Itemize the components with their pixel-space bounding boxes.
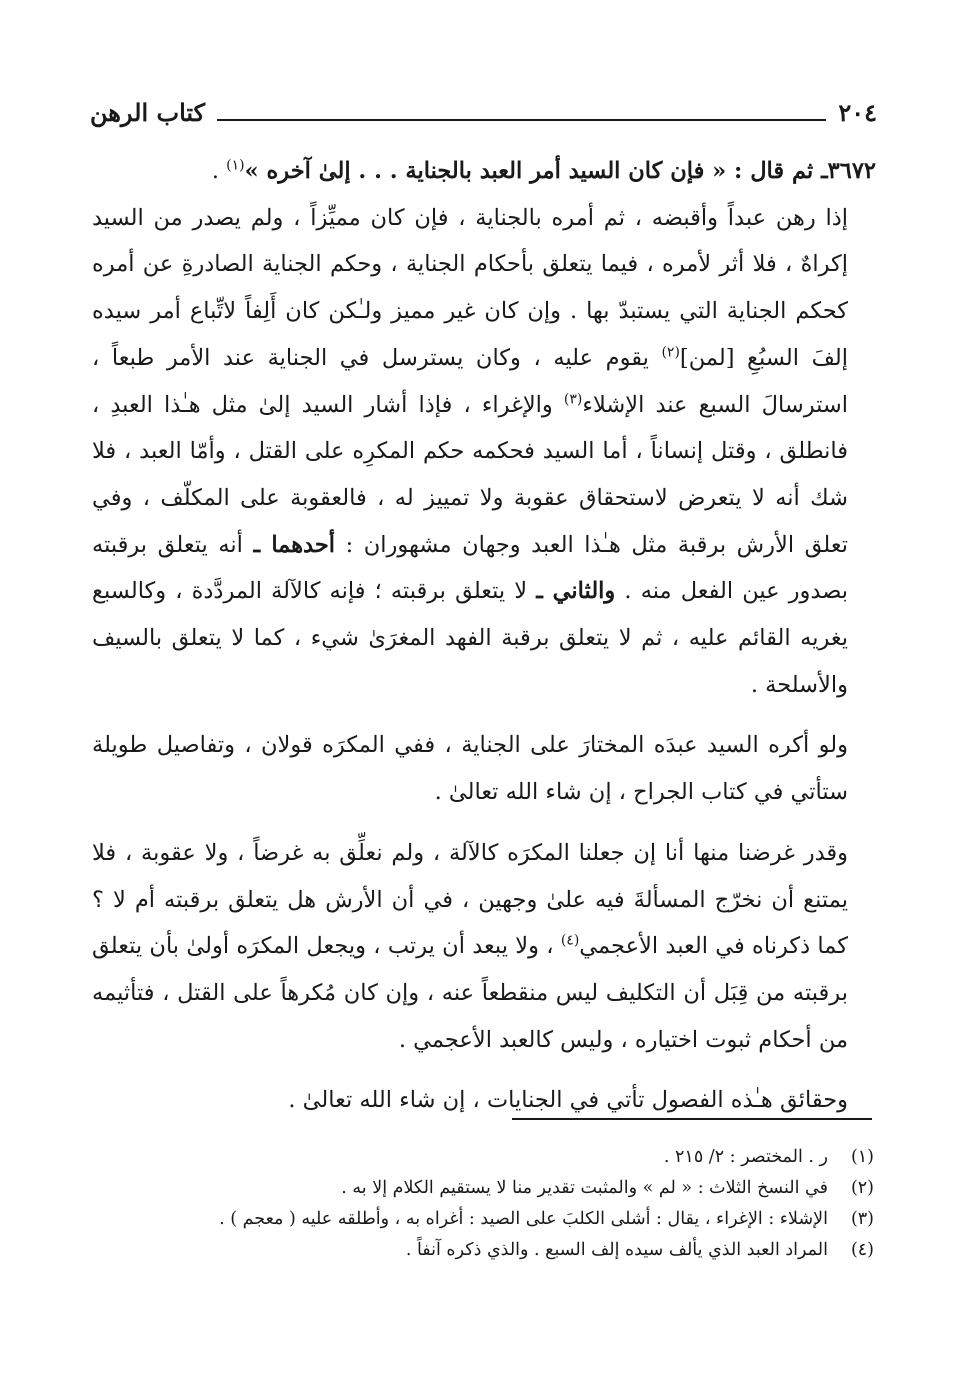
footnote-separator	[512, 1118, 872, 1120]
section-heading-text: ثم قال : « فإن كان السيد أمر العبد بالجناية . . . إلىٰ آخره »	[244, 158, 822, 184]
paragraph-1-part-4: أنه يتعلق برقبته بصدور عين الفعل منه .	[92, 531, 848, 605]
paragraph-1-part-3: والإغراء ، فإذا أشار السيد إلىٰ مثل هـٰذا العبدِ ، فانطلق ، وقتل إنساناً ، أما السيد فحكمه حكم المكرِه على القتل ، وأمّا العبد ، فلا شك أنه لا يتعرض لاستحقاق عقوبة ولا تمييز له ، فالعقوبة على المكلّف ، وفي تعلق الأرش برقبة مثل هـٰذا العبد وجهان مشهوران :	[92, 391, 848, 558]
paragraph-3	[92, 830, 876, 1064]
paragraph-1-part-1: إذا رهن عبداً وأقبضه ، ثم أمره بالجناية ، فإن كان مميِّزاً ، ولم يصدر من السيد إكراهٌ ، فلا أثر لأمره ، فيما يتعلق بأحكام الجناية ، وحكم الجناية الصادرةِ عن أمره كحكم الجناية التي يستبدّ بها . وإن كان غير مميز ولـٰكن كان أَلِفاً لاتِّباع أمر سيده إلفَ السبُعِ [لمن]	[92, 204, 848, 371]
footnote-number: (٤)	[850, 1240, 874, 1260]
footnote-ref-3[interactable]: (٣)	[563, 391, 583, 408]
paragraph-1	[92, 195, 876, 709]
paragraph-3-part-2: ، ولا يبعد أن يرتب ، ويجعل المكرَه أولىٰ بأن يتعلق برقبته من قِبَل أن التكليف ليس منقطعاً عنه ، وإن كان مُكرهاً على القتل ، فتأثيمه من أحكام ثبوت اختياره ، وليس كالعبد الأعجمي .	[92, 933, 848, 1053]
footnote-text: في النسخ الثلاث : « لم » والمثبت تقدير منا لا يستقيم الكلام إلا به .	[341, 1178, 828, 1198]
footnote-number: (٢)	[850, 1178, 874, 1198]
footnote-number: (٣)	[850, 1209, 874, 1229]
second-view-label: والثاني ـ	[536, 578, 616, 605]
section-heading	[92, 148, 876, 195]
paragraph-2: ولو أكره السيد عبدَه المختارَ على الجناية ، ففي المكرَه قولان ، وتفاصيل طويلة ستأتي في كتاب الجراح ، إن شاء الله تعالىٰ .	[92, 732, 848, 806]
footnote-text: ر . المختصر : ٢/ ٢١٥ .	[663, 1147, 828, 1167]
footnote-3	[92, 1204, 874, 1235]
footnote-ref-2[interactable]: (٢)	[661, 344, 680, 361]
footnote-number: (١)	[850, 1147, 874, 1167]
first-view-label: أحدهما ـ	[253, 531, 336, 558]
main-text	[92, 148, 876, 1124]
running-header	[90, 88, 877, 128]
paragraph-4: وحقائق هـٰذه الفصول تأتي في الجنايات ، إن شاء الله تعالىٰ .	[288, 1087, 848, 1114]
page-number: ٢٠٤	[838, 98, 877, 127]
section-number: ٣٦٧٢ـ	[821, 158, 876, 184]
paragraph-1-part-2: يقوم عليه ، وكان يسترسل في الجناية عند الأمر طبعاً ، استرسالَ السبع عند الإشلاء	[92, 344, 849, 418]
section-heading-tail: .	[211, 158, 227, 184]
header-rule	[217, 119, 826, 121]
footnote-ref-1[interactable]: (١)	[226, 157, 245, 174]
paragraph-1-part-5: لا يتعلق برقبته ؛ فإنه كالآلة المردَّدة ، وكالسبع يغريه القائم عليه ، ثم لا يتعلق برقبة الفهد المغرَىٰ شيء ، كما لا يتعلق بالسيف والأسلحة .	[92, 578, 848, 698]
footnote-text: الإشلاء : الإغراء ، يقال : أشلى الكلبَ على الصيد : أغراه به ، وأطلقه عليه ( معجم ) .	[219, 1209, 828, 1229]
paragraph-3-part-1: وقدر غرضنا منها أنا إن جعلنا المكرَه كالآلة ، ولم نعلِّق به غرضاً ، ولا عقوبة ، فلا يمتنع أن نخرّج المسألةَ فيه علىٰ وجهين ، في أن الأرش هل يتعلق برقبته أم لا ؟ كما ذكرناه في العبد الأعجمي	[92, 839, 848, 960]
footnote-4	[92, 1235, 874, 1266]
footnotes	[92, 1142, 874, 1266]
footnote-text: المراد العبد الذي يألف سيده إلف السبع . والذي ذكره آنفاً .	[405, 1240, 828, 1260]
footnote-2	[92, 1173, 874, 1204]
book-title: كتاب الرهن	[90, 98, 206, 127]
footnote-ref-4[interactable]: (٤)	[560, 932, 580, 949]
footnote-1	[92, 1142, 874, 1173]
